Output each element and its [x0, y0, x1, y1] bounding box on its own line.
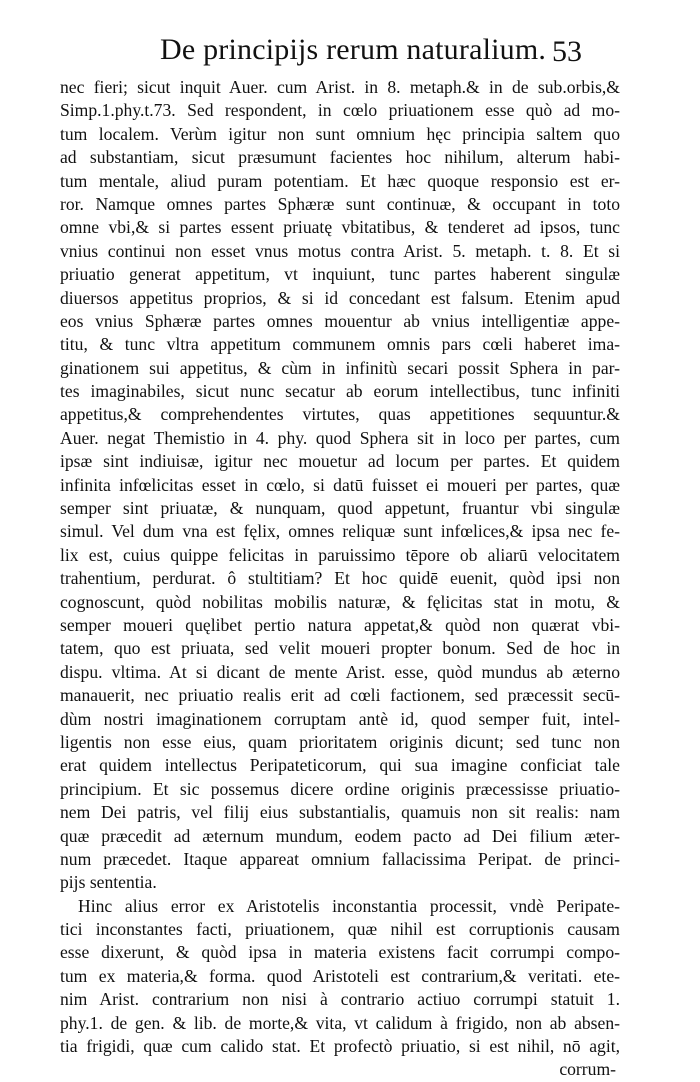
text-line: priuatio generat appetitum, vt inquiunt, tunc partes haberent singulæ: [60, 264, 620, 285]
catchword: corrum-: [559, 1059, 616, 1080]
text-line: manauerit, nec priuatio realis erit ad cœli factionem, sed præcessit secū-: [60, 685, 620, 706]
text-line: quæ præcedit ad æternum mundum, eodem pacto ad Dei filium æter-: [60, 825, 620, 846]
text-line: ror. Namque omnes partes Sphæræ sunt continuæ, & occupant in toto: [60, 193, 620, 214]
paragraph-first-line: Hinc alius error ex Aristotelis inconstantia processit, vndè Peripate-: [78, 895, 620, 916]
paragraph-last-line: pijs sententia.: [60, 872, 157, 893]
text-line: appetitus,& comprehendentes virtutes, quas appetitiones sequuntur.&: [60, 404, 620, 425]
text-line: phy.1. de gen. & lib. de morte,& vita, vt calidum à frigido, non ab absen-: [60, 1012, 620, 1033]
text-line: lix est, cuius quippe felicitas in paruissimo tēpore ob aliarū velocitatem: [60, 544, 620, 565]
text-line: omne vbi,& si partes essent priuatę vbitatibus, & tenderet ad ipsos, tunc: [60, 217, 620, 238]
running-header: [0, 30, 700, 74]
text-line: eos vnius Sphæræ partes omnes mouentur ab vnius intelligentiæ appe-: [60, 310, 620, 331]
text-line: Simp.1.phy.t.73. Sed respondent, in cœlo priuationem esse quò ad mo-: [60, 100, 620, 121]
text-line: tum ex materia,& forma. quod Aristoteli est contrarium,& veritati. ete-: [60, 965, 620, 986]
text-line: infinita infœlicitas esset in cœlo, si datū fuisset ei moueri per partes, quæ: [60, 474, 620, 495]
page-number: 53: [552, 35, 582, 68]
running-title: De principijs rerum naturalium.: [160, 33, 547, 66]
text-line: tatem, quo est priuata, sed velit moueri propter bonum. Sed de hoc in: [60, 638, 620, 659]
text-line: num præcedet. Itaque appareat omnium fallacissima Peripat. de princi-: [60, 848, 620, 869]
text-line: vnius continui non esset vnus motus contra Arist. 5. metaph. t. 8. Et si: [60, 240, 620, 261]
text-line: principium. Et sic possemus dicere ordine originis præcessisse priuatio-: [60, 778, 620, 799]
text-line: nec fieri; sicut inquit Auer. cum Arist. in 8. metaph.& in de sub.orbis,&: [60, 77, 620, 97]
body-text: [60, 76, 620, 1082]
text-line: ligentis non esse eius, quam prioritatem originis dicunt; sed tunc non: [60, 731, 620, 752]
text-line: esse dixerunt, & quòd ipsa in materia existens facit corrumpi compo-: [60, 942, 620, 963]
text-line: Auer. negat Themistio in 4. phy. quod Sphera sit in loco per partes, cum: [60, 427, 620, 448]
text-line: nem Dei patris, vel filij eius substantialis, quamuis non sit realis: nam: [60, 802, 620, 823]
text-line: semper moueri quęlibet pertio natura appetat,& quòd non quærat vbi-: [60, 614, 620, 635]
text-line: cognoscunt, quòd nobilitas mobilis naturæ, & fęlicitas stat in motu, &: [60, 591, 620, 612]
text-line: nim Arist. contrarium non nisi à contrario actiuo corrumpi statuit 1.: [60, 989, 620, 1010]
text-line: tici inconstantes facti, priuationem, quæ nihil est corruptionis causam: [60, 919, 620, 940]
text-line: tes imaginabiles, sicut nunc secatur ab eorum intellectibus, tunc infiniti: [60, 381, 620, 402]
text-line: tum localem. Verùm igitur non sunt omnium hęc principia saltem quo: [60, 123, 620, 144]
text-line: ipsæ sint indiuisæ, igitur nec mouetur ad locum per partes. Et quidem: [60, 451, 620, 472]
text-line: semper sint priuatæ, & nunquam, quod appetunt, fruantur vbi singulæ: [60, 498, 620, 519]
text-line: ad substantiam, sicut præsumunt facientes hoc nihilum, alterum habi-: [60, 147, 620, 168]
text-line: trahentium, perdurat. ô stultitiam? Et hoc quidē euenit, quòd ipsi non: [60, 568, 620, 589]
text-line: dispu. vltima. At si dicant de mente Arist. esse, quòd mundus ab æterno: [60, 661, 620, 682]
text-line: erat quidem intellectus Peripateticorum, qui sua imagine conficiat tale: [60, 755, 620, 776]
text-line: diuersos appetitus proprios, & si id concedant est falsum. Etenim apud: [60, 287, 620, 308]
text-line: titu, & tunc vltra appetitum communem omnis pars cœli haberet ima-: [60, 334, 620, 355]
text-line: tia frigidi, quæ cum calido stat. Et profectò priuatio, si est nihil, nō agit,: [60, 1036, 620, 1057]
text-line: simul. Vel dum vna est fęlix, omnes reliquæ sunt infœlices,& ipsa nec fe-: [60, 521, 620, 542]
text-line: tum mentale, aliud puram potentiam. Et hæc quoque responsio est er-: [60, 170, 620, 191]
text-line: dùm nostri imaginationem corruptam antè id, quod semper fuit, intel-: [60, 708, 620, 729]
text-line: ginationem sui appetitus, & cùm in infinitù secari possit Sphera in par-: [60, 357, 620, 378]
